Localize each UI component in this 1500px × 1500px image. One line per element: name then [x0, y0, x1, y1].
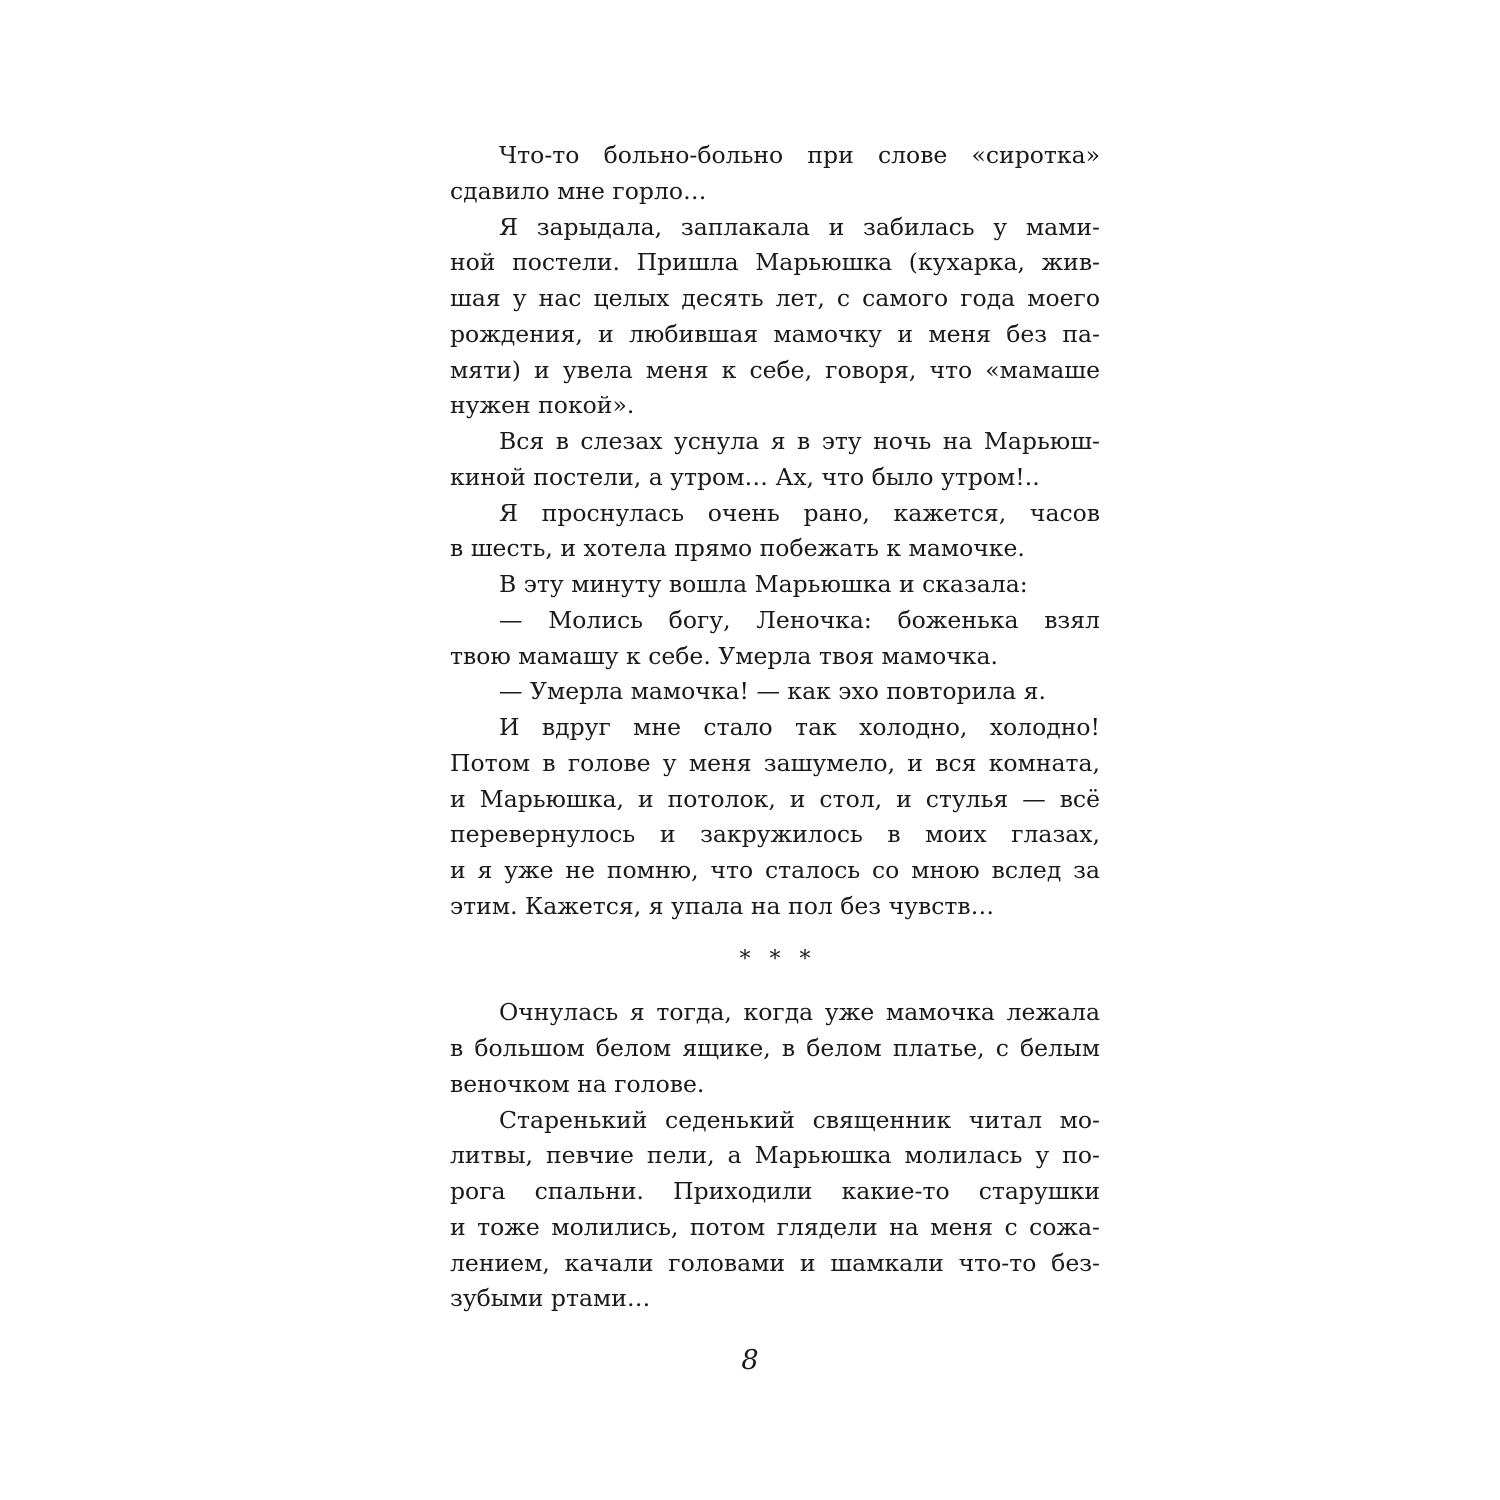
section-separator: [450, 942, 1100, 978]
text-line: литвы, певчие пели, а Марьюшка молилась у по-: [450, 1141, 1100, 1170]
text-line: ной постели. Пришла Марьюшка (кухарка, жив-: [450, 248, 1100, 277]
text-line: в шесть, и хотела прямо побежать к мамочке.: [450, 534, 1025, 563]
text-line: Я проснулась очень рано, кажется, часов: [499, 498, 1100, 527]
separator-star: *: [739, 946, 751, 972]
text-line: зубыми ртами…: [450, 1284, 651, 1313]
text-line: рога спальни. Приходили какие-то старушки: [450, 1177, 1100, 1205]
text-line: Старенький седенький священник читал мо-: [499, 1105, 1100, 1134]
text-line: и я уже не помню, что сталось со мною вслед за: [450, 856, 1100, 884]
text-line: и Марьюшка, и потолок, и стол, и стулья — всё: [450, 784, 1100, 813]
text-line: — Умерла мамочка! — как эхо повторила я.: [499, 677, 1046, 706]
text-line: сдавило мне горло…: [450, 176, 707, 205]
text-line: твою мамашу к себе. Умерла твоя мамочка.: [450, 641, 998, 670]
book-page-text: [450, 138, 1100, 1317]
text-block-2: [450, 995, 1100, 1317]
separator-star: *: [769, 946, 781, 972]
separator-star: *: [799, 946, 811, 972]
text-line: Я зарыдала, заплакала и забилась у мами-: [499, 212, 1100, 241]
text-line: Очнулась я тогда, когда уже мамочка лежала: [499, 998, 1100, 1027]
text-line: в большом белом ящике, в белом платье, с белым: [450, 1034, 1100, 1062]
text-line: мяти) и увела меня к себе, говоря, что «мамаше: [450, 355, 1100, 384]
text-line: перевернулось и закружилось в моих глазах,: [450, 820, 1100, 849]
text-line: шая у нас целых десять лет, с самого года моего: [450, 284, 1100, 312]
text-line: — Молись богу, Леночка: боженька взял: [499, 605, 1100, 634]
text-block-1: [450, 138, 1100, 925]
text-line: Что-то больно-больно при слове «сиротка»: [499, 141, 1100, 169]
page-number: 8: [741, 1345, 759, 1376]
text-line: киной постели, а утром… Ах, что было утром!..: [450, 462, 1040, 491]
text-line: Потом в голове у меня зашумело, и вся комната,: [450, 748, 1100, 777]
text-line: этим. Кажется, я упала на пол без чувств…: [450, 891, 995, 920]
text-line: В эту минуту вошла Марьюшка и сказала:: [499, 570, 1028, 598]
text-line: рождения, и любившая мамочку и меня без па-: [450, 319, 1100, 348]
text-line: нужен покой».: [450, 391, 635, 420]
text-line: лением, качали головами и шамкали что-то без-: [450, 1248, 1100, 1277]
text-line: Вся в слезах уснула я в эту ночь на Марьюш-: [499, 427, 1100, 455]
text-line: веночком на голове.: [450, 1069, 705, 1098]
text-line: и тоже молились, потом глядели на меня с сожа-: [450, 1212, 1100, 1241]
text-line: И вдруг мне стало так холодно, холодно!: [499, 713, 1100, 741]
